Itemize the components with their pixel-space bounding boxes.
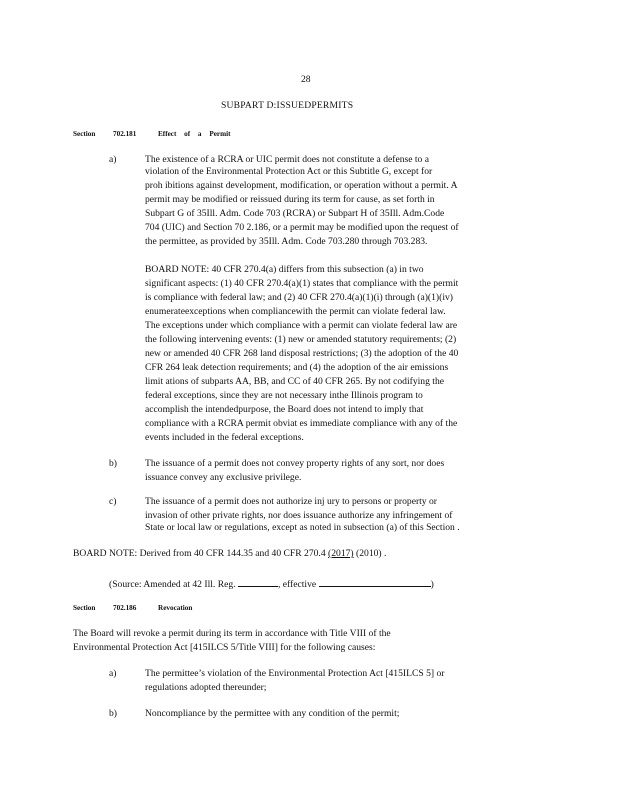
- item-marker: a): [109, 668, 117, 679]
- source-line: [109, 576, 434, 591]
- text-line: The Board will revoke a permit during its term in accordance with Title VIII of the: [73, 628, 391, 639]
- item-marker: a): [109, 154, 117, 165]
- section-title: Effect of a Permit: [158, 130, 231, 138]
- section-number: 702.181: [113, 130, 137, 138]
- text-line: Subpart G of 35Ill. Adm. Code 703 (RCRA) or Subpart H of 35Ill. Adm.Code: [145, 208, 445, 219]
- text-line: events included in the federal exceptions.: [145, 432, 304, 443]
- source-text: (Source: Amended at 42 Ill. Reg.: [109, 579, 236, 590]
- text-line: The permittee’s violation of the Environmental Protection Act [415ILCS 5] or: [145, 668, 445, 679]
- text-line: BOARD NOTE: 40 CFR 270.4(a) differs from this subsection (a) in two: [145, 264, 424, 275]
- text-line: CFR 264 leak detection requirements; and (4) the adoption of the air emissions: [145, 362, 449, 373]
- text-line: permit may be modified or reissued during its term for cause, as set forth in: [145, 194, 435, 205]
- text-line: the following intervening events: (1) new or amended statutory requirements; (2): [145, 334, 457, 345]
- text-line: issuance convey any exclusive privilege.: [145, 472, 302, 483]
- board-note-text: BOARD NOTE: Derived from 40 CFR 144.35 and 40 CFR 270.4: [73, 548, 326, 559]
- inserted-year: (2017): [328, 548, 354, 559]
- subpart-title: SUBPART D:ISSUEDPERMITS: [221, 100, 354, 111]
- text-line: invasion of other private rights, nor does issuance authorize any infringement of: [145, 510, 453, 521]
- board-note-period: .: [384, 548, 387, 559]
- text-line: The exceptions under which compliance with a permit can violate federal law are: [145, 320, 458, 331]
- effective-date-blank: [319, 576, 431, 587]
- text-line: violation of the Environmental Protection Act or this Subtitle G, except for: [145, 166, 433, 177]
- text-line: enumerateexceptions when compliancewith the permit can violate federal law.: [145, 306, 446, 317]
- text-line: compliance with a RCRA permit obviat es immediate compliance with any of the: [145, 418, 458, 429]
- text-line: The issuance of a permit does not authorize inj ury to persons or property or: [145, 496, 437, 507]
- text-line: proh ibitions against development, modification, or operation without a permit. A: [145, 180, 458, 191]
- text-line: the permittee, as provided by 35Ill. Adm. Code 703.280 through 703.283.: [145, 236, 428, 247]
- text-line: Environmental Protection Act [415ILCS 5/Title VIII] for the following causes:: [73, 642, 376, 653]
- text-line: significant aspects: (1) 40 CFR 270.4(a)(1) states that compliance with the permit: [145, 278, 459, 289]
- text-line: limit ations of subparts AA, BB, and CC of 40 CFR 265. By not codifying the: [145, 376, 445, 387]
- page-number: 28: [301, 74, 311, 85]
- text-line: federal exceptions, since they are not necessary inthe Illinois program to: [145, 390, 423, 401]
- text-line: State or local law or regulations, except as noted in subsection (a) of this Section .: [145, 522, 460, 533]
- text-line: accomplish the intendedpurpose, the Board does not intend to imply that: [145, 404, 424, 415]
- source-close: ): [430, 579, 434, 590]
- text-line: regulations adopted thereunder;: [145, 682, 267, 693]
- text-line: The issuance of a permit does not convey property rights of any sort, nor does: [145, 458, 445, 469]
- item-marker: b): [109, 708, 117, 719]
- item-marker: b): [109, 458, 117, 469]
- section-title: Revocation: [158, 604, 193, 612]
- section-label: Section: [73, 604, 96, 612]
- section-label: Section: [73, 130, 96, 138]
- item-marker: c): [109, 496, 117, 507]
- source-effective: , effective: [277, 579, 317, 590]
- text-line: Noncompliance by the permittee with any condition of the permit;: [145, 708, 400, 719]
- text-line: The existence of a RCRA or UIC permit does not constitute a defense to a: [145, 154, 430, 165]
- deleted-year: (2010): [356, 548, 382, 559]
- text-line: 704 (UIC) and Section 70 2.186, or a permit may be modified upon the request of: [145, 222, 459, 233]
- board-note-derived: [73, 548, 386, 560]
- text-line: is compliance with federal law; and (2) 40 CFR 270.4(a)(1)(i) through (a)(1)(iv): [145, 292, 453, 303]
- text-line: new or amended 40 CFR 268 land disposal restrictions; (3) the adoption of the 40: [145, 348, 459, 359]
- section-number: 702.186: [113, 604, 137, 612]
- register-page-blank: [238, 576, 278, 587]
